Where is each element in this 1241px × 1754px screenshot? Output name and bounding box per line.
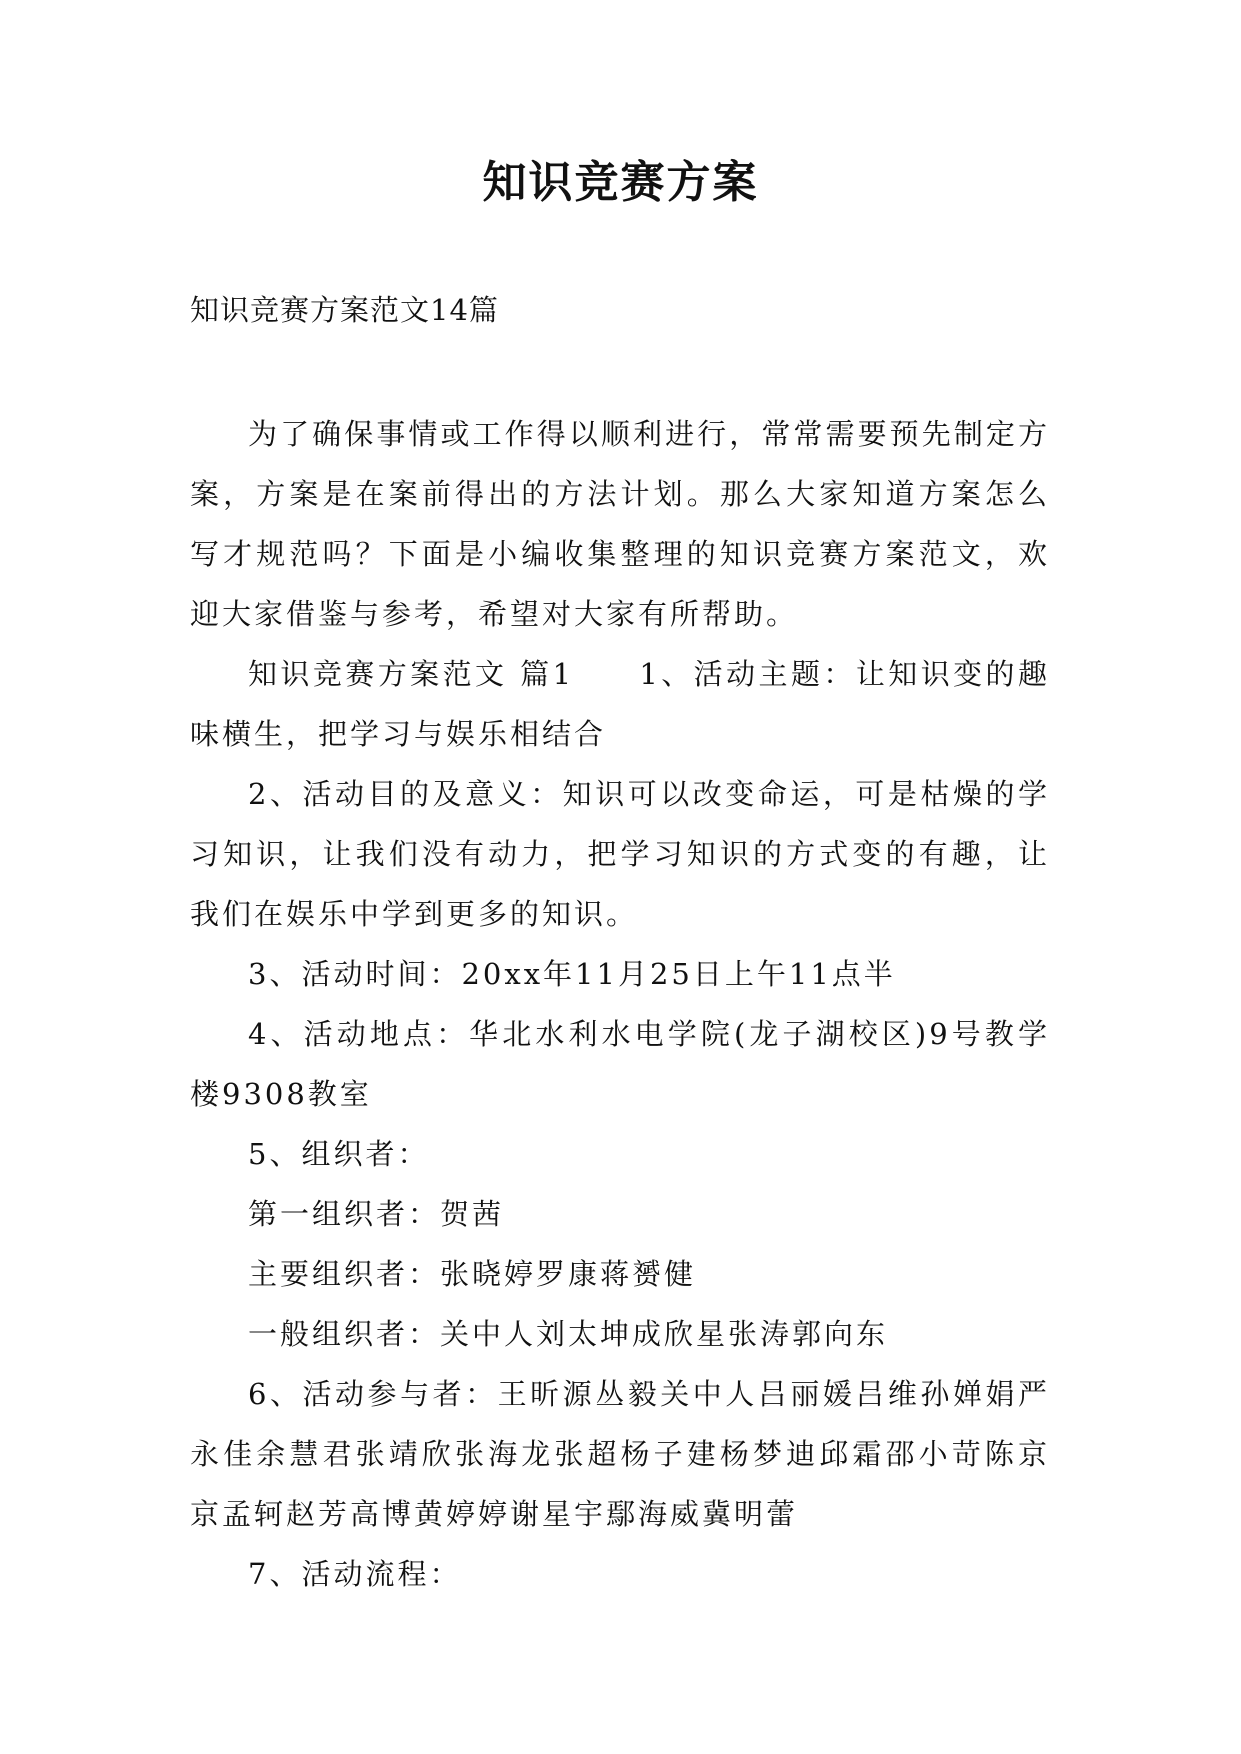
document-title: 知识竞赛方案: [482, 157, 759, 208]
section-7-process: 7、活动流程：: [248, 1557, 462, 1591]
main-organizers: 主要组织者：张晓婷罗康蒋赟健: [248, 1257, 697, 1291]
document-subtitle: 知识竞赛方案范文14篇: [190, 293, 499, 327]
intro-paragraph: 为了确保事情或工作得以顺利进行，常常需要预先制定方案，方案是在案前得出的方法计划。那么大家知道方案怎么写才规范吗？下面是小编收集整理的知识竞赛方案范文，欢迎大家借鉴与参考，希望对大家有所帮助。: [190, 417, 1050, 631]
section-1-theme: 知识竞赛方案范文 篇1 1、活动主题：让知识变的趣味横生，把学习与娱乐相结合: [190, 657, 1050, 751]
section-3-time: 3、活动时间：20xx年11月25日上午11点半: [248, 957, 896, 991]
document-body: [190, 404, 1050, 1604]
section-4-location: 4、活动地点：华北水利水电学院(龙子湖校区)9号教学楼9308教室: [190, 1017, 1050, 1111]
first-organizer: 第一组织者：贺茜: [248, 1197, 505, 1231]
section-6-participants: 6、活动参与者：王昕源丛毅关中人吕丽媛吕维孙婵娟严永佳余慧君张靖欣张海龙张超杨子建杨梦迪邱霜邵小苛陈京京孟轲赵芳高博黄婷婷谢星宇鄢海威冀明蕾: [190, 1377, 1050, 1531]
section-5-organizers: 5、组织者：: [248, 1137, 430, 1171]
general-organizers: 一般组织者：关中人刘太坤成欣星张涛郭向东: [248, 1317, 889, 1351]
section-2-purpose: 2、活动目的及意义：知识可以改变命运，可是枯燥的学习知识，让我们没有动力，把学习知识的方式变的有趣，让我们在娱乐中学到更多的知识。: [190, 777, 1050, 931]
